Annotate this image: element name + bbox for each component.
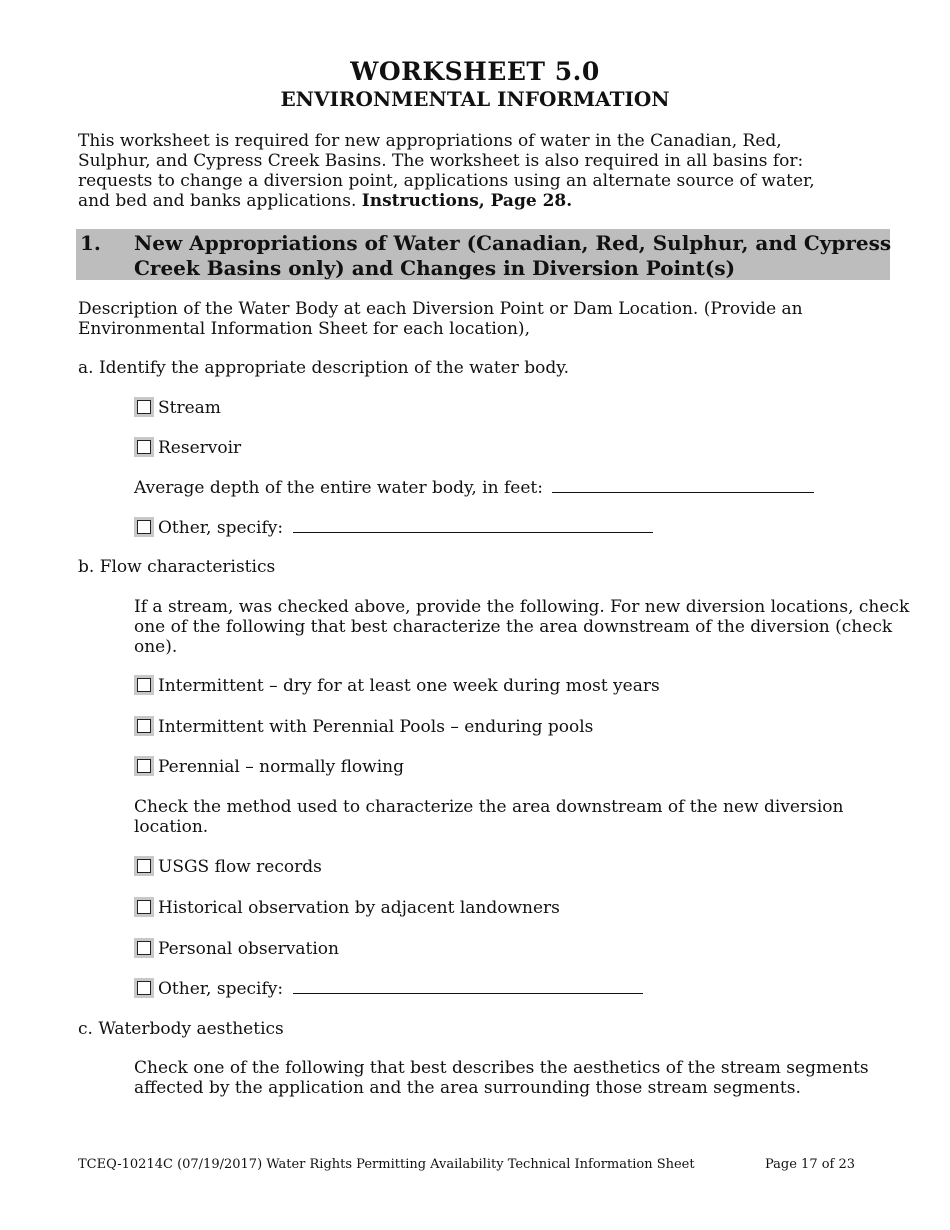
instruction-line: one). <box>134 637 178 657</box>
intro-line: Sulphur, and Cypress Creek Basins. The worksheet is also required in all basins for: <box>78 151 804 171</box>
page-title: WORKSHEET 5.0 <box>350 57 600 86</box>
average-depth-field[interactable] <box>552 478 814 493</box>
method-instructions <box>134 797 843 837</box>
option-label: USGS flow records <box>158 857 322 877</box>
personal-checkbox[interactable] <box>137 941 151 955</box>
intro-line: requests to change a diversion point, applications using an alternate source of water, <box>78 171 815 191</box>
option-label: Personal observation <box>158 939 339 959</box>
other-method-checkbox[interactable] <box>137 981 151 995</box>
option-label: Reservoir <box>158 438 242 458</box>
page-subtitle: ENVIRONMENTAL INFORMATION <box>280 87 670 111</box>
average-depth-row <box>134 478 814 498</box>
instruction-line: Check the method used to characterize the area downstream of the new diversion <box>134 797 844 817</box>
other-water-body-field[interactable] <box>293 518 653 533</box>
instructions-reference: Instructions, Page 28. <box>361 191 573 211</box>
stream-checkbox[interactable] <box>137 400 151 414</box>
intro-line: and bed and banks applications. Instructions, Page 28. <box>78 191 573 211</box>
option-other-water-body[interactable] <box>134 518 653 538</box>
part-a-heading: a. Identify the appropriate description of the water body. <box>78 358 570 378</box>
other-method-field[interactable] <box>293 979 643 994</box>
intermittent-pools-checkbox[interactable] <box>137 719 151 733</box>
section-1-title <box>134 231 891 281</box>
average-depth-label: Average depth of the entire water body, in feet: <box>134 478 543 498</box>
historical-checkbox[interactable] <box>137 900 151 914</box>
option-other-method[interactable] <box>134 979 643 999</box>
option-intermittent[interactable] <box>134 676 660 696</box>
footer-form-id: TCEQ-10214C (07/19/2017) Water Rights Permitting Availability Technical Information Sheet <box>78 1157 695 1172</box>
instruction-line: location. <box>134 817 209 837</box>
instruction-line: affected by the application and the area surrounding those stream segments. <box>134 1078 801 1098</box>
flow-instructions <box>134 597 909 657</box>
option-label: Perennial – normally flowing <box>158 757 404 777</box>
option-label: Historical observation by adjacent landowners <box>158 898 560 918</box>
option-label: Stream <box>158 398 221 418</box>
option-reservoir[interactable] <box>134 438 241 458</box>
section-1-description <box>78 299 803 339</box>
reservoir-checkbox[interactable] <box>137 440 151 454</box>
intro-line: This worksheet is required for new appropriations of water in the Canadian, Red, <box>78 131 782 151</box>
option-label: Other, specify: <box>158 518 284 538</box>
option-personal-observation[interactable] <box>134 939 339 959</box>
intermittent-checkbox[interactable] <box>137 678 151 692</box>
description-line: Description of the Water Body at each Diversion Point or Dam Location. (Provide an <box>78 299 803 319</box>
other-water-body-checkbox[interactable] <box>137 520 151 534</box>
option-label: Intermittent – dry for at least one week during most years <box>158 676 660 696</box>
option-label: Intermittent with Perennial Pools – enduring pools <box>158 717 594 737</box>
option-label: Other, specify: <box>158 979 284 999</box>
section-1-number: 1. <box>80 231 101 255</box>
option-stream[interactable] <box>134 398 221 418</box>
instruction-line: If a stream, was checked above, provide the following. For new diversion locations, check <box>134 597 910 617</box>
section-1-title-line: Creek Basins only) and Changes in Diversion Point(s) <box>134 256 736 280</box>
part-b-heading: b. Flow characteristics <box>78 557 276 577</box>
perennial-checkbox[interactable] <box>137 759 151 773</box>
part-c-heading: c. Waterbody aesthetics <box>78 1019 284 1039</box>
option-usgs-flow-records[interactable] <box>134 857 322 877</box>
option-perennial[interactable] <box>134 757 404 777</box>
option-intermittent-perennial-pools[interactable] <box>134 717 593 737</box>
instruction-line: Check one of the following that best describes the aesthetics of the stream segments <box>134 1058 869 1078</box>
footer-page-number: Page 17 of 23 <box>765 1157 856 1172</box>
section-1-title-line: New Appropriations of Water (Canadian, Red, Sulphur, and Cypress <box>134 231 892 255</box>
aesthetics-instructions <box>134 1058 869 1098</box>
option-historical-observation[interactable] <box>134 898 560 918</box>
usgs-checkbox[interactable] <box>137 859 151 873</box>
instruction-line: one of the following that best characterize the area downstream of the diversion (check <box>134 617 893 637</box>
description-line: Environmental Information Sheet for each location), <box>78 319 530 339</box>
intro-paragraph <box>78 131 815 211</box>
